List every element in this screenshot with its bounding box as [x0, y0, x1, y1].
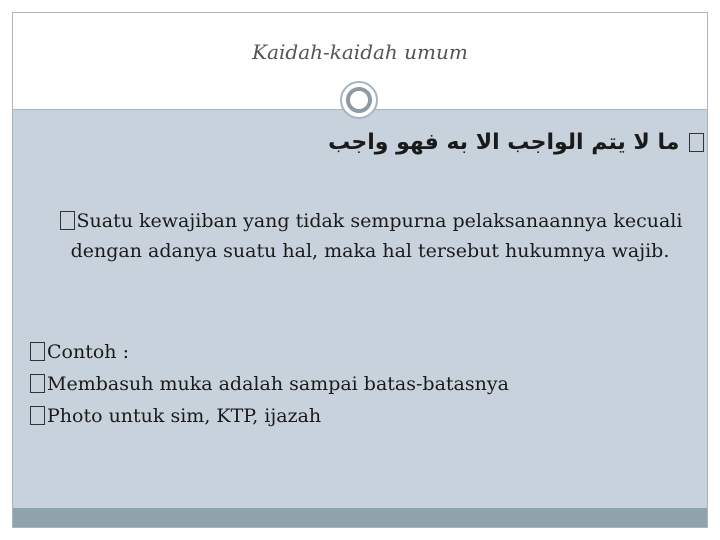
square-bullet-icon: [30, 342, 45, 361]
examples-list: [28, 336, 509, 432]
arabic-rule-line: [328, 130, 706, 155]
list-item: [28, 336, 509, 368]
list-item-text: Contoh :: [47, 341, 129, 363]
list-item: [28, 400, 509, 432]
square-bullet-icon: [30, 406, 45, 425]
list-item: [28, 368, 509, 400]
slide-title: Kaidah-kaidah umum: [252, 40, 468, 64]
meaning-text: Suatu kewajiban yang tidak sempurna pelaksanaannya kecuali dengan adanya suatu hal, maka hal tersebut hukumnya wajib.: [70, 210, 683, 262]
square-bullet-icon: [30, 374, 45, 393]
ring-divider-icon: [340, 81, 378, 119]
square-bullet-icon: [689, 133, 704, 152]
square-bullet-icon: [60, 211, 75, 230]
arabic-rule-text: ما لا يتم الواجب الا به فهو واجب: [328, 130, 680, 155]
meaning-paragraph: [50, 206, 690, 266]
list-item-text: Photo untuk sim, KTP, ijazah: [47, 405, 322, 427]
list-item-text: Membasuh muka adalah sampai batas-batasnya: [47, 373, 509, 395]
